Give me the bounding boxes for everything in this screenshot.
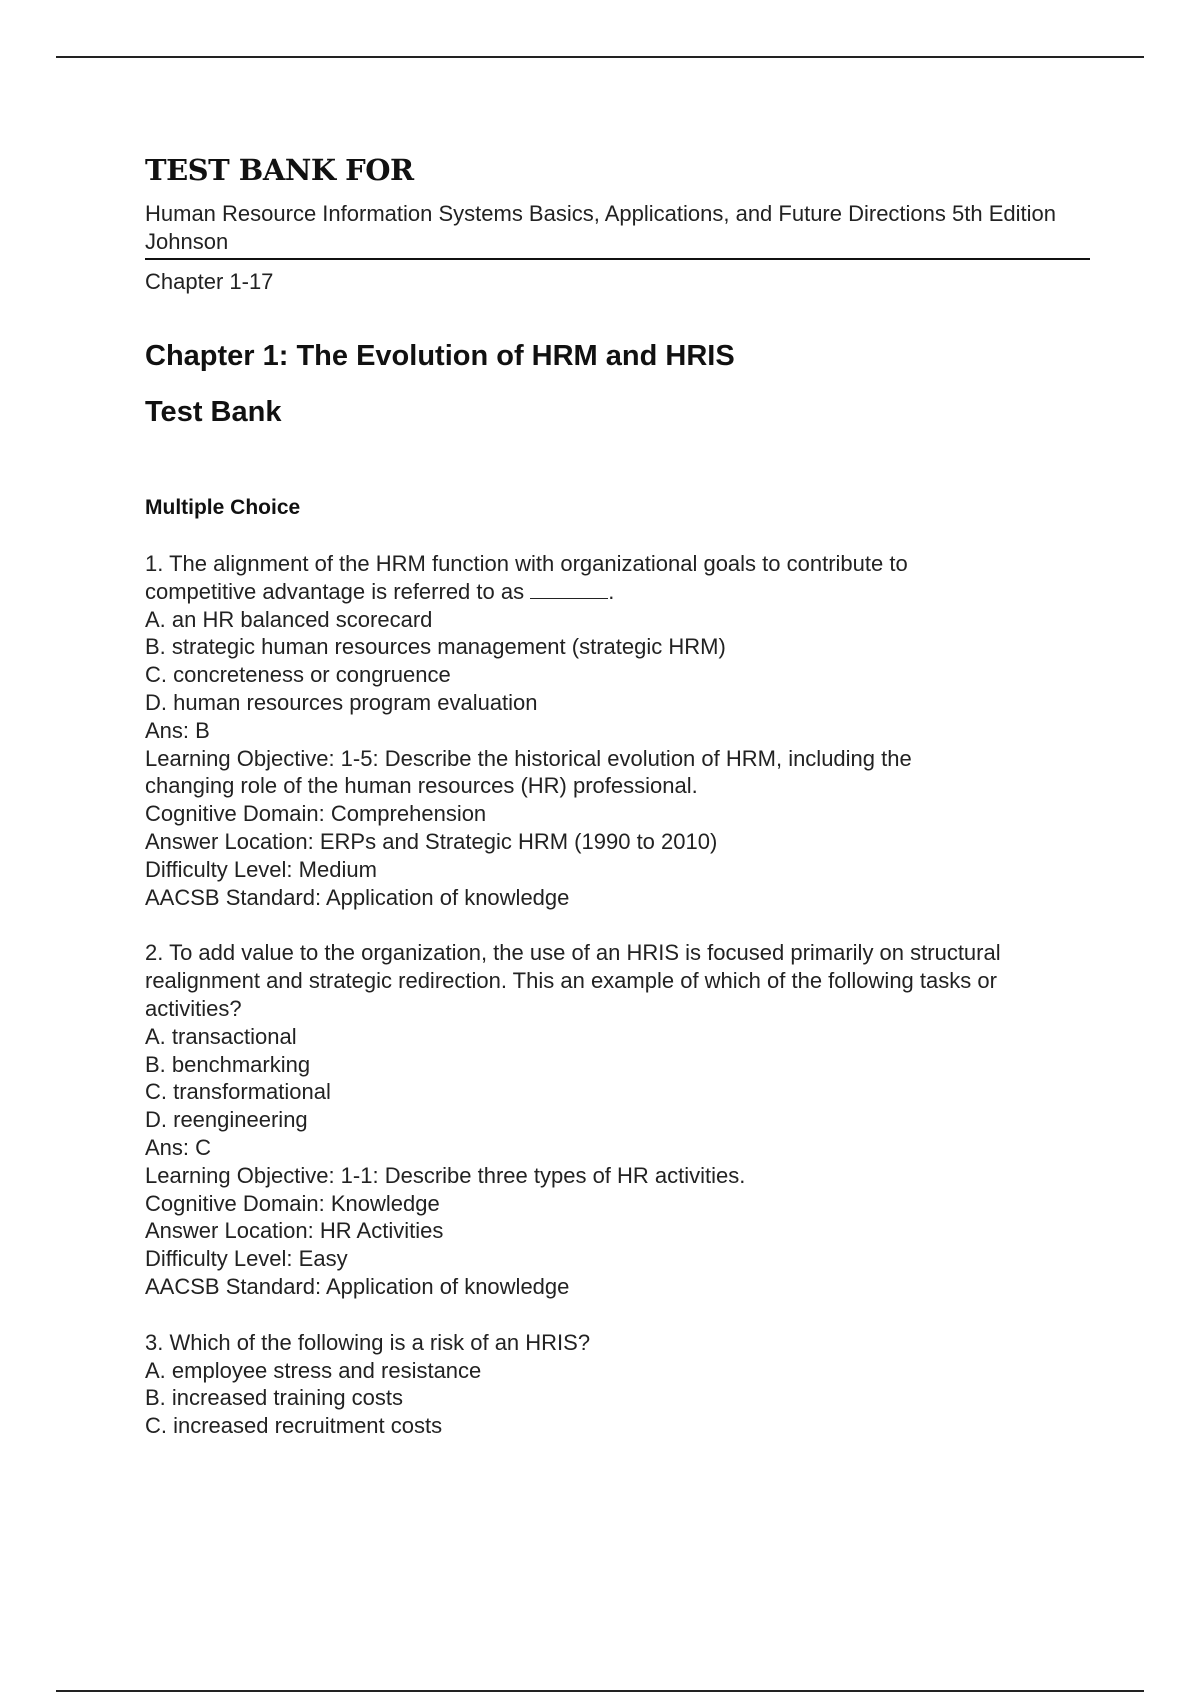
- option-a: A. transactional: [145, 1023, 297, 1049]
- option-b: B. benchmarking: [145, 1051, 311, 1077]
- answer-location: Answer Location: HR Activities: [145, 1218, 444, 1244]
- bottom-rule: [56, 1690, 1144, 1692]
- section-heading: Multiple Choice: [145, 496, 301, 519]
- option-a: A. employee stress and resistance: [145, 1357, 482, 1383]
- question-1: [145, 550, 1095, 911]
- learning-objective: Learning Objective: 1-5: Describe the historical evolution of HRM, including the changing role of the human resources (HR) professional.: [145, 745, 912, 799]
- question-stem-text: 1. The alignment of the HRM function with organizational goals to contribute to competitive advantage is referred to as: [145, 551, 908, 604]
- question-stem: 3. Which of the following is a risk of an HRIS?: [145, 1329, 591, 1355]
- book-title: Human Resource Information Systems Basics, Applications, and Future Directions 5th Edition Johnson: [145, 201, 1056, 254]
- question-stem: 2. To add value to the organization, the use of an HRIS is focused primarily on structural realignment and strategic redirection. This an example of which of the following tasks or activities?: [145, 940, 1001, 1021]
- answer: Ans: C: [145, 1134, 212, 1160]
- test-bank-title: TEST BANK FOR: [145, 153, 414, 187]
- aacsb-standard: AACSB Standard: Application of knowledge: [145, 1273, 570, 1299]
- option-d: D. human resources program evaluation: [145, 689, 538, 715]
- document-body: [145, 150, 1095, 1440]
- difficulty-level: Difficulty Level: Easy: [145, 1246, 348, 1272]
- option-b: B. increased training costs: [145, 1385, 404, 1411]
- chapter-heading: Chapter 1: The Evolution of HRM and HRIS: [145, 340, 735, 372]
- difficulty-level: Difficulty Level: Medium: [145, 856, 377, 882]
- option-b: B. strategic human resources management (strategic HRM): [145, 634, 726, 660]
- top-rule: [56, 56, 1144, 58]
- question-stem: [145, 550, 1005, 606]
- chapter-range: Chapter 1-17: [145, 269, 274, 294]
- learning-objective: Learning Objective: 1-1: Describe three types of HR activities.: [145, 1162, 746, 1188]
- answer-location: Answer Location: ERPs and Strategic HRM (1990 to 2010): [145, 828, 718, 854]
- cognitive-domain: Cognitive Domain: Comprehension: [145, 801, 487, 827]
- fill-in-blank: [530, 580, 608, 599]
- question-3: [145, 1329, 1095, 1440]
- option-c: C. concreteness or congruence: [145, 662, 451, 688]
- test-bank-heading: Test Bank: [145, 396, 282, 428]
- option-c: C. transformational: [145, 1079, 331, 1105]
- option-d: D. reengineering: [145, 1107, 308, 1133]
- title-underline: [145, 258, 1090, 260]
- option-a: A. an HR balanced scorecard: [145, 606, 433, 632]
- option-c: C. increased recruitment costs: [145, 1413, 443, 1439]
- question-2: [145, 939, 1095, 1300]
- cognitive-domain: Cognitive Domain: Knowledge: [145, 1190, 440, 1216]
- question-stem-end: .: [608, 578, 615, 604]
- aacsb-standard: AACSB Standard: Application of knowledge: [145, 884, 570, 910]
- answer: Ans: B: [145, 717, 210, 743]
